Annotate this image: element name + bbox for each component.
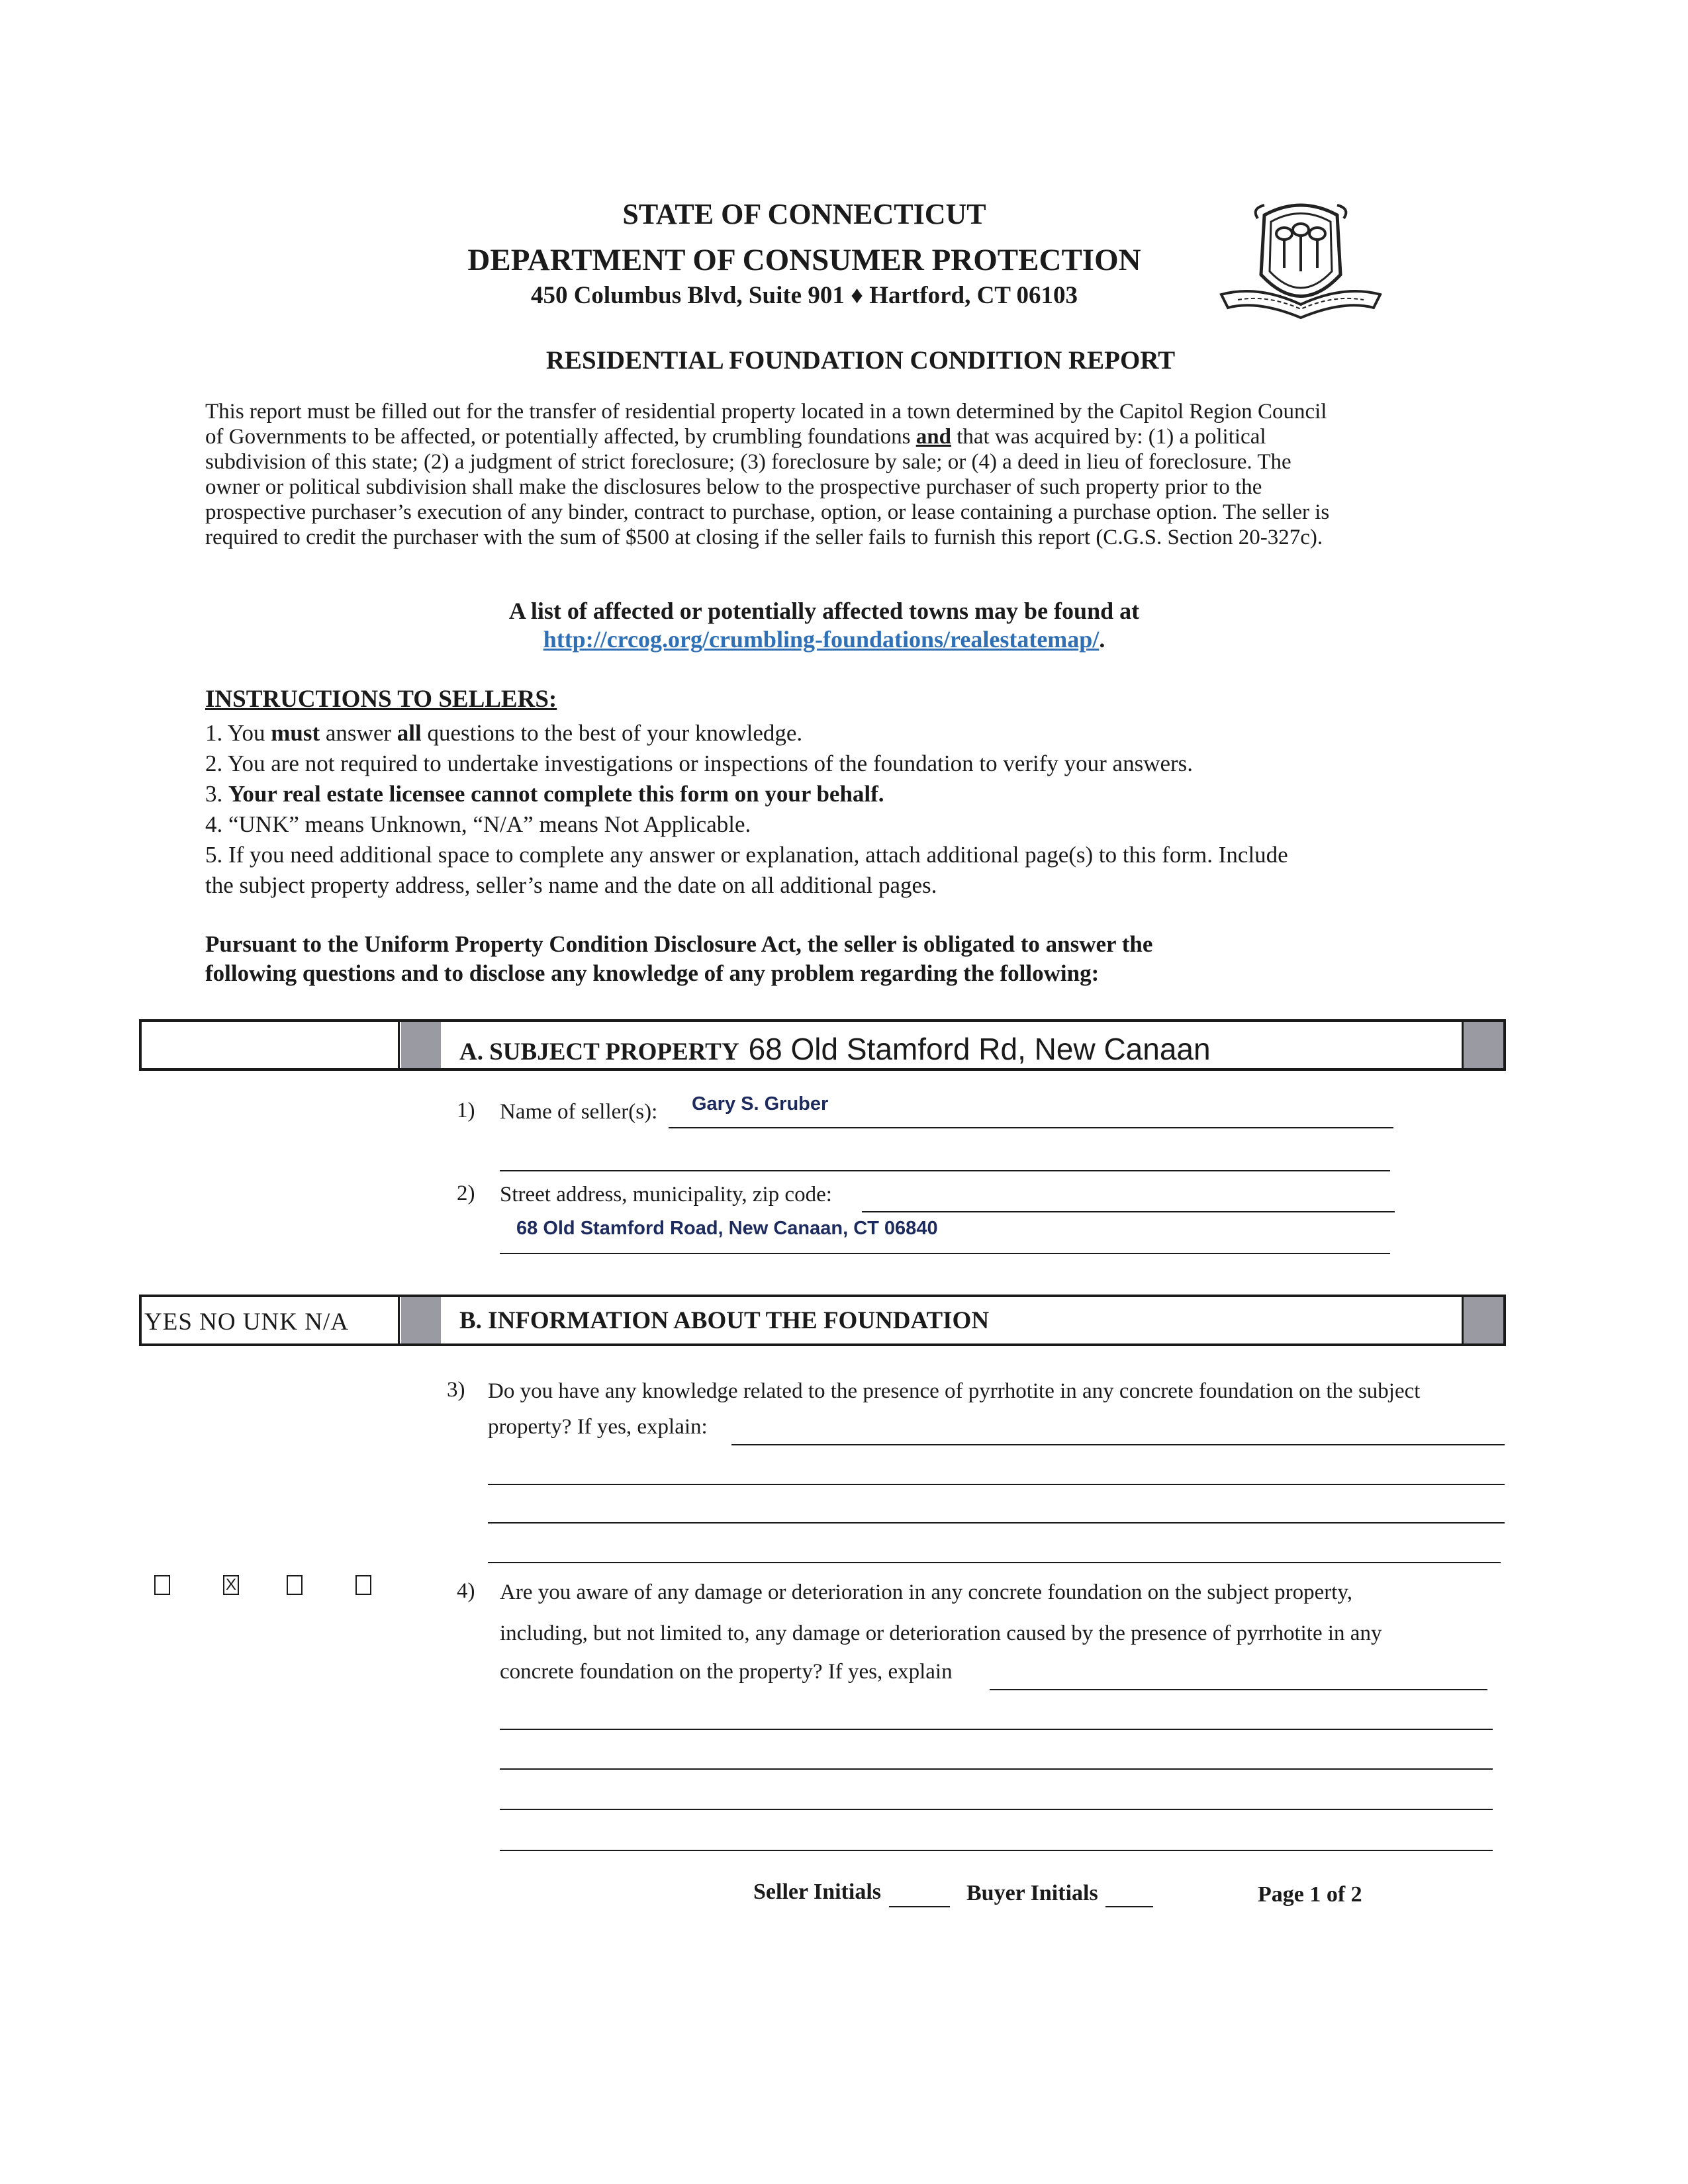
instructions-list xyxy=(205,718,1483,901)
street-address-field[interactable]: 68 Old Stamford Road, New Canaan, CT 06840 xyxy=(516,1218,938,1239)
q4-yes-checkbox[interactable] xyxy=(154,1575,170,1595)
q4-line: concrete foundation on the property? If yes, explain xyxy=(500,1660,953,1684)
q4-line: including, but not limited to, any damage or deterioration caused by the presence of pyrrhotite in any xyxy=(500,1621,1382,1645)
shade-block xyxy=(401,1297,441,1343)
shade-block xyxy=(1462,1297,1503,1343)
seller-name-line xyxy=(669,1127,1393,1128)
instruction-5: 5. If you need additional space to complete any answer or explanation, attach additional page(s) to this form. Include xyxy=(205,842,1288,868)
answer-column-blank xyxy=(142,1022,400,1068)
instruction-2: 2. You are not required to undertake investigations or inspections of the foundation to verify your answers. xyxy=(205,751,1194,776)
section-a-header xyxy=(139,1019,1506,1071)
instruction-3: 3. Your real estate licensee cannot complete this form on your behalf. xyxy=(205,781,884,807)
shade-block xyxy=(1462,1022,1503,1068)
intro-line: This report must be filled out for the transfer of residential property located in a town determined by the Capitol Region Council xyxy=(205,400,1327,424)
intro-line: required to credit the purchaser with the sum of $500 at closing if the seller fails to furnish this report (C.G.S. Section 20-327c). xyxy=(205,525,1323,549)
report-title: RESIDENTIAL FOUNDATION CONDITION REPORT xyxy=(545,346,1176,375)
buyer-initials-label: Buyer Initials xyxy=(966,1881,1098,1905)
q4-answer-line[interactable] xyxy=(500,1809,1493,1810)
address-line xyxy=(500,1253,1390,1254)
q3-answer-line[interactable] xyxy=(488,1562,1501,1563)
section-b-header xyxy=(139,1295,1506,1346)
q4-number: 4) xyxy=(457,1579,475,1603)
header-address: 450 Columbus Blvd, Suite 901 ♦ Hartford, CT 06103 xyxy=(530,282,1078,309)
intro-line: owner or political subdivision shall make the disclosures below to the prospective purchaser of such property prior to the xyxy=(205,475,1262,499)
page-number: Page 1 of 2 xyxy=(1258,1882,1362,1907)
seller-name-field[interactable]: Gary S. Gruber xyxy=(692,1093,829,1115)
connecticut-state-seal-icon xyxy=(1218,195,1383,331)
q3-line: Do you have any knowledge related to the presence of pyrrhotite in any concrete foundation on the subject xyxy=(488,1379,1421,1403)
instruction-5-cont: the subject property address, seller’s name and the date on all additional pages. xyxy=(205,872,937,898)
instruction-1: 1. You must answer all questions to the best of your knowledge. xyxy=(205,720,803,746)
intro-line: prospective purchaser’s execution of any binder, contract to purchase, option, or lease containing a purchase option. The seller is xyxy=(205,500,1330,524)
section-a-title: A. SUBJECT PROPERTY 68 Old Stamford Rd, New Canaan xyxy=(459,1032,1211,1066)
seller-name-line-2 xyxy=(500,1170,1390,1171)
q3-answer-line[interactable] xyxy=(488,1522,1505,1524)
q4-na-checkbox[interactable] xyxy=(355,1575,371,1595)
intro-line: of Governments to be affected, or potentially affected, by crumbling foundations and that was acquired by: (1) a political xyxy=(205,425,1266,449)
header-department: DEPARTMENT OF CONSUMER PROTECTION xyxy=(467,243,1141,277)
q2-label: Street address, municipality, zip code: xyxy=(500,1183,832,1206)
instructions-title: INSTRUCTIONS TO SELLERS: xyxy=(205,686,557,713)
q4-answer-line[interactable] xyxy=(500,1768,1493,1770)
subject-property-value: 68 Old Stamford Rd, New Canaan xyxy=(748,1032,1211,1066)
q4-answer-line[interactable] xyxy=(990,1689,1487,1690)
seller-initials-field[interactable] xyxy=(889,1906,950,1907)
header-state: STATE OF CONNECTICUT xyxy=(622,198,986,230)
q2-number: 2) xyxy=(457,1181,475,1205)
q4-no-checkbox[interactable]: X xyxy=(223,1575,239,1595)
address-label-line xyxy=(862,1211,1395,1212)
intro-emphasis-and: and xyxy=(915,425,951,449)
q1-label: Name of seller(s): xyxy=(500,1100,658,1124)
q4-line: Are you aware of any damage or deterioration in any concrete foundation on the subject property, xyxy=(500,1580,1353,1604)
q3-answer-line[interactable] xyxy=(731,1444,1505,1445)
seller-initials-label: Seller Initials xyxy=(753,1880,881,1904)
buyer-initials-field[interactable] xyxy=(1105,1906,1153,1907)
towns-note: A list of affected or potentially affected towns may be found at xyxy=(508,598,1140,624)
q4-unk-checkbox[interactable] xyxy=(287,1575,303,1595)
answer-columns-header: YES NO UNK N/A xyxy=(142,1297,400,1343)
q3-line: property? If yes, explain: xyxy=(488,1415,708,1439)
q3-answer-line[interactable] xyxy=(488,1484,1505,1485)
q3-number: 3) xyxy=(447,1378,465,1402)
towns-map-link[interactable]: http://crcog.org/crumbling-foundations/realestatemap/ xyxy=(543,626,1100,653)
instruction-4: 4. “UNK” means Unknown, “N/A” means Not Applicable. xyxy=(205,811,751,837)
intro-line: subdivision of this state; (2) a judgment of strict foreclosure; (3) foreclosure by sale; or (4) a deed in lieu of foreclosure. The xyxy=(205,450,1291,474)
intro-paragraph xyxy=(205,399,1423,550)
towns-link-line: http://crcog.org/crumbling-foundations/realestatemap/. xyxy=(543,626,1105,653)
pursuant-statement: Pursuant to the Uniform Property Condition Disclosure Act, the seller is obligated to answer the following questions and to disclose any knowledge of any problem regarding the following: xyxy=(205,931,1153,986)
section-b-title: B. INFORMATION ABOUT THE FOUNDATION xyxy=(459,1307,990,1334)
q4-answer-line[interactable] xyxy=(500,1729,1493,1730)
q1-number: 1) xyxy=(457,1099,475,1122)
q4-answer-line[interactable] xyxy=(500,1850,1493,1851)
shade-block xyxy=(401,1022,441,1068)
